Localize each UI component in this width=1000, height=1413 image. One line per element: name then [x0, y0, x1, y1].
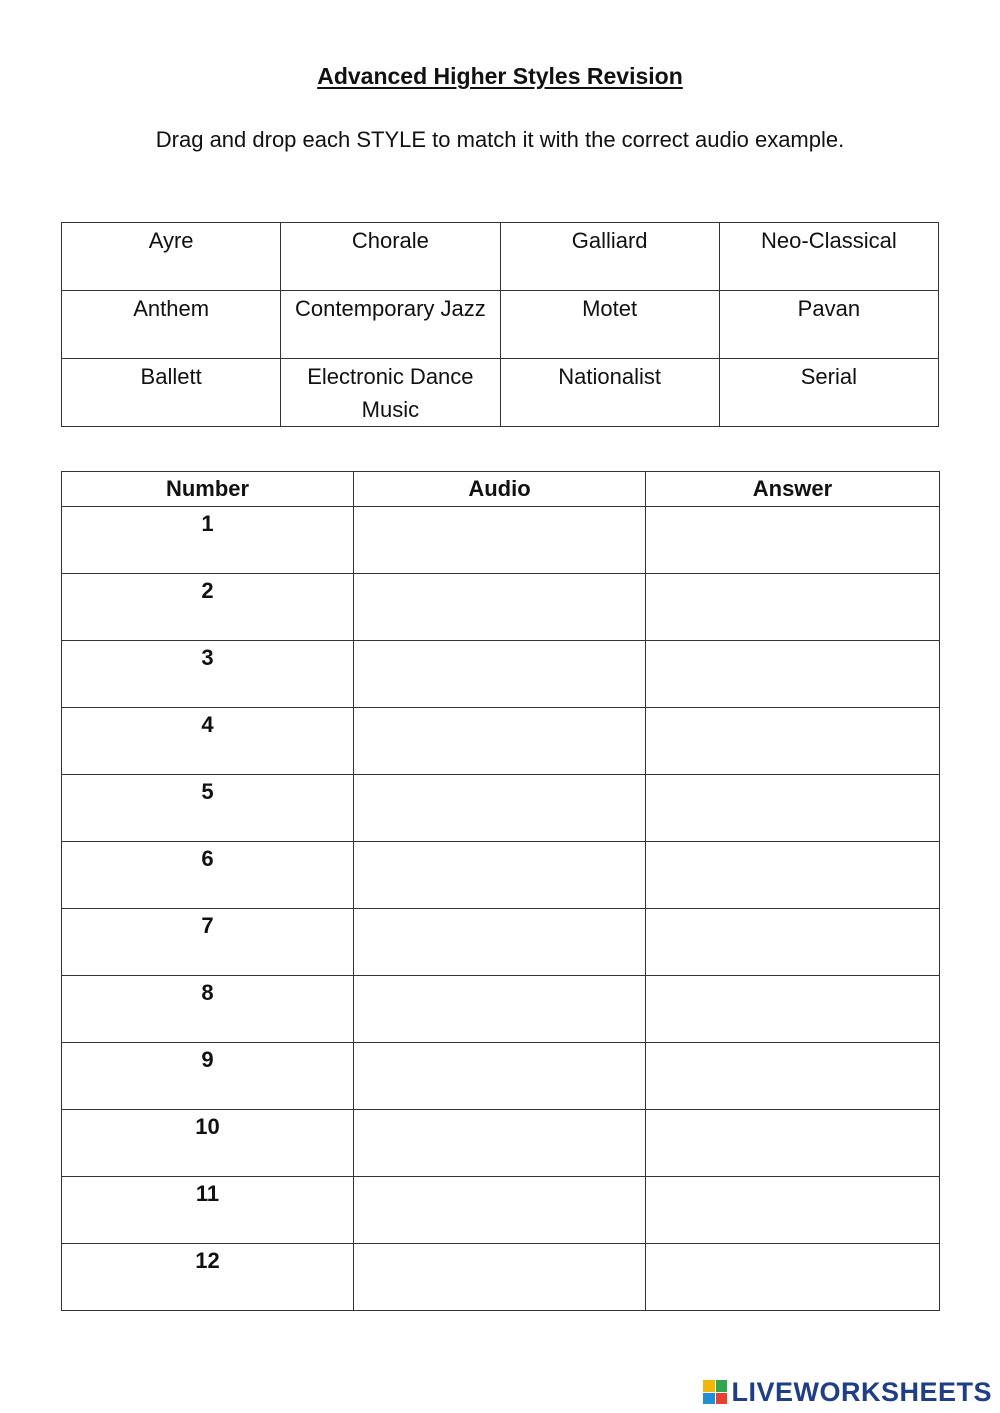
row-number: 8: [62, 976, 354, 1043]
answer-row: [62, 708, 940, 775]
style-option[interactable]: Pavan: [719, 291, 938, 359]
row-number: 4: [62, 708, 354, 775]
audio-cell[interactable]: [354, 1043, 646, 1110]
row-number: 2: [62, 574, 354, 641]
answer-drop-zone[interactable]: [646, 641, 940, 708]
audio-cell[interactable]: [354, 507, 646, 574]
worksheet-title: Advanced Higher Styles Revision: [317, 63, 683, 89]
instruction-text: Drag and drop each STYLE to match it with the correct audio example.: [155, 127, 845, 152]
audio-cell[interactable]: [354, 976, 646, 1043]
logo-square-blue: [703, 1393, 715, 1405]
row-number: 9: [62, 1043, 354, 1110]
style-option[interactable]: Nationalist: [500, 359, 719, 427]
liveworksheets-logo: [703, 1377, 992, 1407]
answer-row: [62, 1177, 940, 1244]
answer-drop-zone[interactable]: [646, 1110, 940, 1177]
header-answer: Answer: [646, 472, 940, 507]
answer-row: [62, 909, 940, 976]
answer-drop-zone[interactable]: [646, 775, 940, 842]
styles-table: [61, 222, 939, 427]
row-number: 6: [62, 842, 354, 909]
answer-row: [62, 641, 940, 708]
audio-cell[interactable]: [354, 1177, 646, 1244]
styles-row: [62, 359, 939, 427]
logo-square-yellow: [703, 1380, 715, 1392]
answer-row: [62, 976, 940, 1043]
style-option[interactable]: Electronic Dance Music: [281, 359, 500, 427]
answer-drop-zone[interactable]: [646, 507, 940, 574]
liveworksheets-logo-icon: [703, 1380, 727, 1404]
audio-cell[interactable]: [354, 1110, 646, 1177]
answer-table: [61, 471, 940, 1311]
row-number: 3: [62, 641, 354, 708]
answer-drop-zone[interactable]: [646, 708, 940, 775]
audio-cell[interactable]: [354, 775, 646, 842]
style-option[interactable]: Contemporary Jazz: [281, 291, 500, 359]
logo-text: LIVEWORKSHEETS: [731, 1376, 992, 1407]
row-number: 10: [62, 1110, 354, 1177]
answer-drop-zone[interactable]: [646, 1043, 940, 1110]
style-option[interactable]: Ballett: [62, 359, 281, 427]
style-option[interactable]: Ayre: [62, 223, 281, 291]
answer-row: [62, 842, 940, 909]
answer-drop-zone[interactable]: [646, 909, 940, 976]
answer-row: [62, 574, 940, 641]
audio-cell[interactable]: [354, 574, 646, 641]
answer-drop-zone[interactable]: [646, 1244, 940, 1311]
row-number: 1: [62, 507, 354, 574]
answer-row: [62, 775, 940, 842]
audio-cell[interactable]: [354, 1244, 646, 1311]
answer-drop-zone[interactable]: [646, 976, 940, 1043]
answer-row: [62, 1110, 940, 1177]
row-number: 5: [62, 775, 354, 842]
logo-square-red: [716, 1393, 728, 1405]
style-option[interactable]: Chorale: [281, 223, 500, 291]
audio-cell[interactable]: [354, 708, 646, 775]
row-number: 7: [62, 909, 354, 976]
answer-row: [62, 1244, 940, 1311]
logo-square-green: [716, 1380, 728, 1392]
header-number: Number: [62, 472, 354, 507]
style-option[interactable]: Neo-Classical: [719, 223, 938, 291]
style-option[interactable]: Galliard: [500, 223, 719, 291]
style-option[interactable]: Anthem: [62, 291, 281, 359]
answer-drop-zone[interactable]: [646, 842, 940, 909]
styles-row: [62, 223, 939, 291]
row-number: 11: [62, 1177, 354, 1244]
answer-row: [62, 1043, 940, 1110]
styles-row: [62, 291, 939, 359]
audio-cell[interactable]: [354, 641, 646, 708]
answer-drop-zone[interactable]: [646, 1177, 940, 1244]
audio-cell[interactable]: [354, 842, 646, 909]
answer-table-header: [62, 472, 940, 507]
answer-row: [62, 507, 940, 574]
row-number: 12: [62, 1244, 354, 1311]
style-option[interactable]: Serial: [719, 359, 938, 427]
style-option[interactable]: Motet: [500, 291, 719, 359]
answer-drop-zone[interactable]: [646, 574, 940, 641]
audio-cell[interactable]: [354, 909, 646, 976]
header-audio: Audio: [354, 472, 646, 507]
